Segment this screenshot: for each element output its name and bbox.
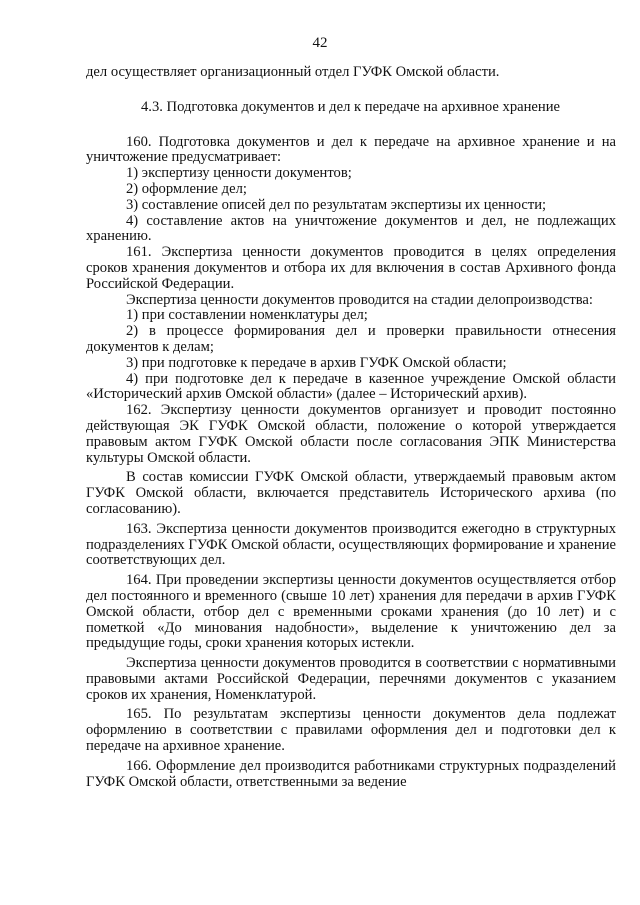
paragraph: Экспертиза ценности документов проводится на стадии делопроизводства:: [126, 291, 593, 308]
paragraph-164: 164. При проведении экспертизы ценности документов осуществляется отбор дел постоянного и временного (свыше 10 лет) хранения для передачи в архив ГУФК Омской области, отбор дел с временными сроками хранения (до 10 лет) и с пометкой «До минования надобности», выделение к уничтожению дел за предыдущие годы, сроки хранения которых истекли.: [86, 572, 616, 652]
list-item: 4) при подготовке дел к передаче в казенное учреждение Омской области «Исторический архив Омской области» (далее – Исторический архив).: [86, 370, 616, 403]
page-number: 42: [312, 35, 328, 51]
paragraph-continuation: дел осуществляет организационный отдел ГУФК Омской области.: [86, 64, 500, 80]
paragraph-163: 163. Экспертиза ценности документов производится ежегодно в структурных подразделениях ГУФК Омской области, осуществляющих формирование и хранение соответствующих дел.: [86, 520, 616, 569]
paragraph: В состав комиссии ГУФК Омской области, утверждаемый правовым актом ГУФК Омской области, включается представитель Исторического архива (по согласованию).: [86, 469, 616, 517]
list-item: 2) оформление дел;: [126, 180, 247, 197]
paragraph-161: 161. Экспертиза ценности документов проводится в целях определения сроков хранения документов и отбора их для включения в состав Архивного фонда Российской Федерации.: [86, 244, 616, 292]
paragraph: Экспертиза ценности документов проводится в соответствии с нормативными правовыми актами Российской Федерации, перечнями документов с указанием сроков их хранения, Номенклатурой.: [86, 655, 616, 703]
paragraph-160: 160. Подготовка документов и дел к передаче на архивное хранение и на уничтожение предусматривает:: [86, 133, 616, 166]
list-item: 1) при составлении номенклатуры дел;: [126, 307, 368, 324]
document-body: [86, 65, 616, 790]
paragraph-166: 166. Оформление дел производится работниками структурных подразделений ГУФК Омской области, ответственными за ведение: [86, 757, 616, 790]
list-item: 4) составление актов на уничтожение документов и дел, не подлежащих хранению.: [86, 212, 616, 245]
list-item: 3) составление описей дел по результатам экспертизы их ценности;: [126, 196, 547, 213]
list-item: 1) экспертизу ценности документов;: [126, 165, 352, 182]
section-heading: 4.3. Подготовка документов и дел к передаче на архивное хранение: [141, 98, 560, 115]
paragraph-162: 162. Экспертизу ценности документов организует и проводит постоянно действующая ЭК ГУФК Омской области, положение о которой утверждается правовым актом ГУФК Омской области после согласования ЭПК Министерства культуры Омской области.: [86, 402, 616, 466]
list-item: 2) в процессе формирования дел и проверки правильности отнесения документов к делам;: [86, 323, 616, 355]
paragraph-165: 165. По результатам экспертизы ценности документов дела подлежат оформлению в соответствии с правилами оформления дел и подготовки дел к передаче на архивное хранение.: [86, 706, 616, 755]
list-item: 3) при подготовке к передаче в архив ГУФК Омской области;: [126, 354, 507, 371]
